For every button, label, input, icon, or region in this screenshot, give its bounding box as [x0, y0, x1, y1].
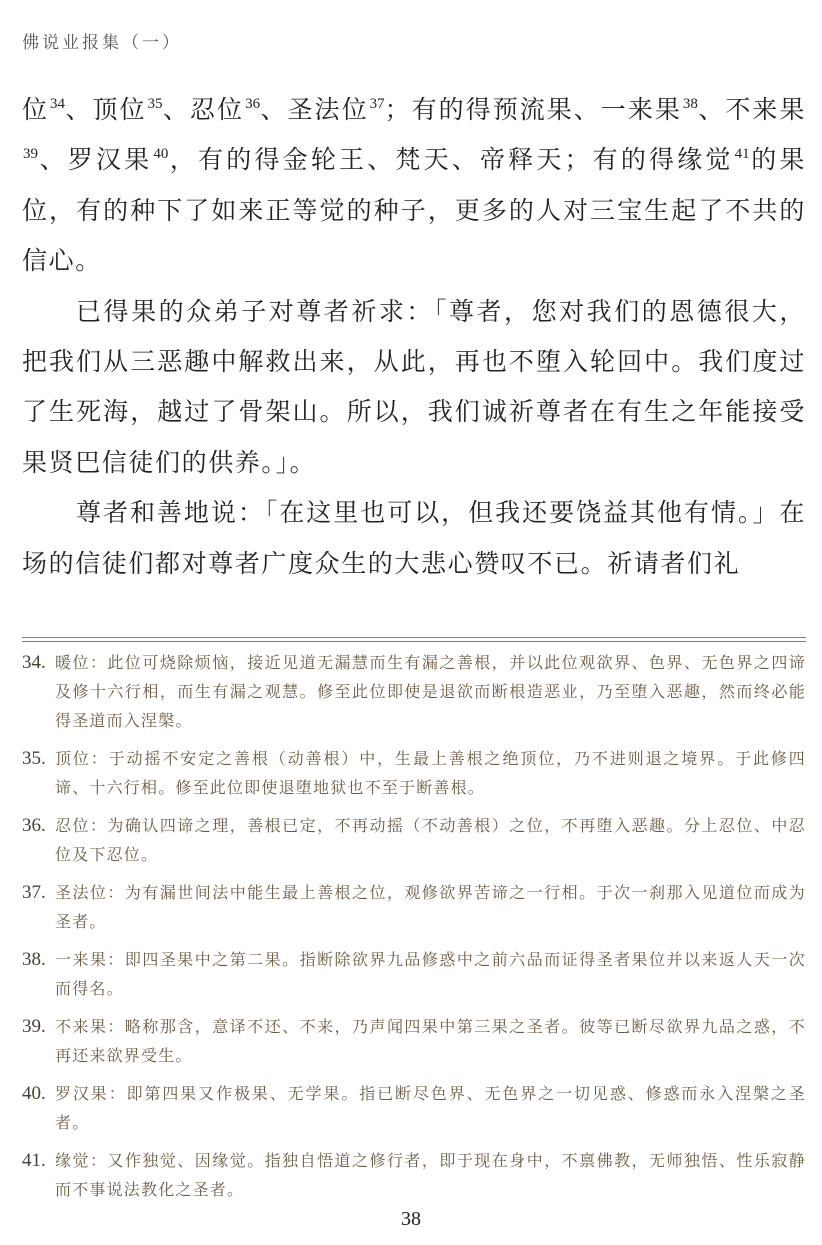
footnote-34: [22, 648, 806, 735]
page-number: 38: [401, 1208, 421, 1230]
footnote-text: 略称那含，意译不还、不来，乃声闻四果中第三果之圣者。彼等已断尽欲界九品之惑，不再还来欲界受生。: [55, 1017, 806, 1065]
footnote-term: 一来果：: [55, 950, 125, 969]
footnote-37: [22, 878, 806, 936]
text-segment: 的果位，有的种下了如来正等觉的种子，更多的人对三宝生起了不共的信心。: [22, 145, 806, 276]
text-segment: 、不来果: [697, 95, 806, 124]
footnote-36: [22, 811, 806, 869]
running-header-title: 佛说业报集（一）: [22, 33, 182, 53]
footnote-term: 暖位：: [55, 653, 108, 672]
text-segment: 位: [22, 95, 50, 124]
paragraph-1: [22, 85, 806, 287]
text-segment: 、顶位: [65, 95, 147, 124]
footnote-ref-35[interactable]: 35: [147, 96, 163, 112]
footnote-text: 为有漏世间法中能生最上善根之位，观修欲界苦谛之一行相。于次一刹那入见道位而成为圣者。: [55, 883, 806, 931]
footnote-text: 即四圣果中之第二果。指断除欲界九品修惑中之前六品而证得圣者果位并以来返人天一次而得名。: [55, 950, 806, 998]
footnote-number: 38.: [22, 949, 46, 970]
text-segment: 、圣法位: [260, 95, 369, 124]
footnote-ref-37[interactable]: 37: [369, 96, 385, 112]
footnote-number: 40.: [22, 1083, 46, 1104]
footnote-38: [22, 945, 806, 1003]
text-segment: 、忍位: [162, 95, 245, 124]
footnote-35: [22, 744, 806, 802]
paragraph-3: 尊者和善地说：「在这里也可以，但我还要饶益其他有情。」在场的信徒们都对尊者广度众生的大悲心赞叹不已。祈请者们礼: [22, 498, 806, 578]
footnote-39: [22, 1012, 806, 1070]
footnote-number: 39.: [22, 1016, 46, 1037]
footnote-number: 34.: [22, 652, 46, 673]
footnote-term: 忍位：: [55, 816, 108, 835]
footnote-ref-34[interactable]: 34: [50, 96, 66, 112]
main-body-text: [22, 85, 806, 589]
footnote-text: 为确认四谛之理，善根已定，不再动摇（不动善根）之位，不再堕入恶趣。分上忍位、中忍位及下忍位。: [55, 816, 806, 864]
text-segment: ；有的得预流果、一来果: [384, 95, 682, 124]
footnote-ref-39[interactable]: 39: [23, 146, 38, 163]
footnote-text: 又作独觉、因缘觉。指独自悟道之修行者，即于现在身中，不禀佛教，无师独悟、性乐寂静而不事说法教化之圣者。: [55, 1151, 806, 1199]
footnote-ref-40[interactable]: 40: [153, 146, 169, 163]
footnote-term: 缘觉：: [55, 1151, 108, 1170]
footnote-number: 41.: [22, 1150, 46, 1171]
footnote-ref-41[interactable]: 41: [734, 146, 750, 163]
text-segment: ，有的得金轮王、梵天、帝释天；有的得缘觉: [168, 145, 734, 175]
footnote-number: 37.: [22, 882, 46, 903]
footnote-41: [22, 1146, 806, 1204]
footnote-ref-38[interactable]: 38: [682, 96, 698, 112]
footnote-term: 顶位：: [55, 749, 109, 768]
footnote-term: 圣法位：: [55, 883, 125, 902]
footnote-number: 36.: [22, 815, 46, 836]
footnotes-section: [22, 648, 806, 1213]
text-segment: 、罗汉果: [38, 145, 153, 175]
footnote-text: 于动摇不安定之善根（动善根）中，生最上善根之绝顶位，乃不进则退之境界。于此修四谛、十六行相。修至此位即使退堕地狱也不至于断善根。: [55, 749, 806, 797]
footnote-divider-bottom: [22, 641, 806, 642]
footnote-40: [22, 1079, 806, 1137]
paragraph-2: 已得果的众弟子对尊者祈求：「尊者，您对我们的恩德很大，把我们从三恶趣中解救出来，从此，再也不堕入轮回中。我们度过了生死海，越过了骨架山。所以，我们诚祈尊者在有生之年能接受果贤巴信徒们的供养。」。: [22, 296, 806, 477]
footnote-term: 不来果：: [55, 1017, 125, 1036]
footnote-text: 此位可烧除烦恼，接近见道无漏慧而生有漏之善根，并以此位观欲界、色界、无色界之四谛及修十六行相，而生有漏之观慧。修至此位即使是退欲而断根造恶业，乃至堕入恶趣，然而终必能得圣道而入涅槃。: [55, 653, 806, 730]
footnote-number: 35.: [22, 748, 46, 769]
footnote-text: 即第四果又作极果、无学果。指已断尽色界、无色界之一切见惑、修惑而永入涅槃之圣者。: [55, 1084, 806, 1132]
footnote-term: 罗汉果：: [55, 1084, 127, 1103]
footnote-divider-top: [22, 637, 806, 638]
footnote-ref-36[interactable]: 36: [245, 96, 261, 112]
